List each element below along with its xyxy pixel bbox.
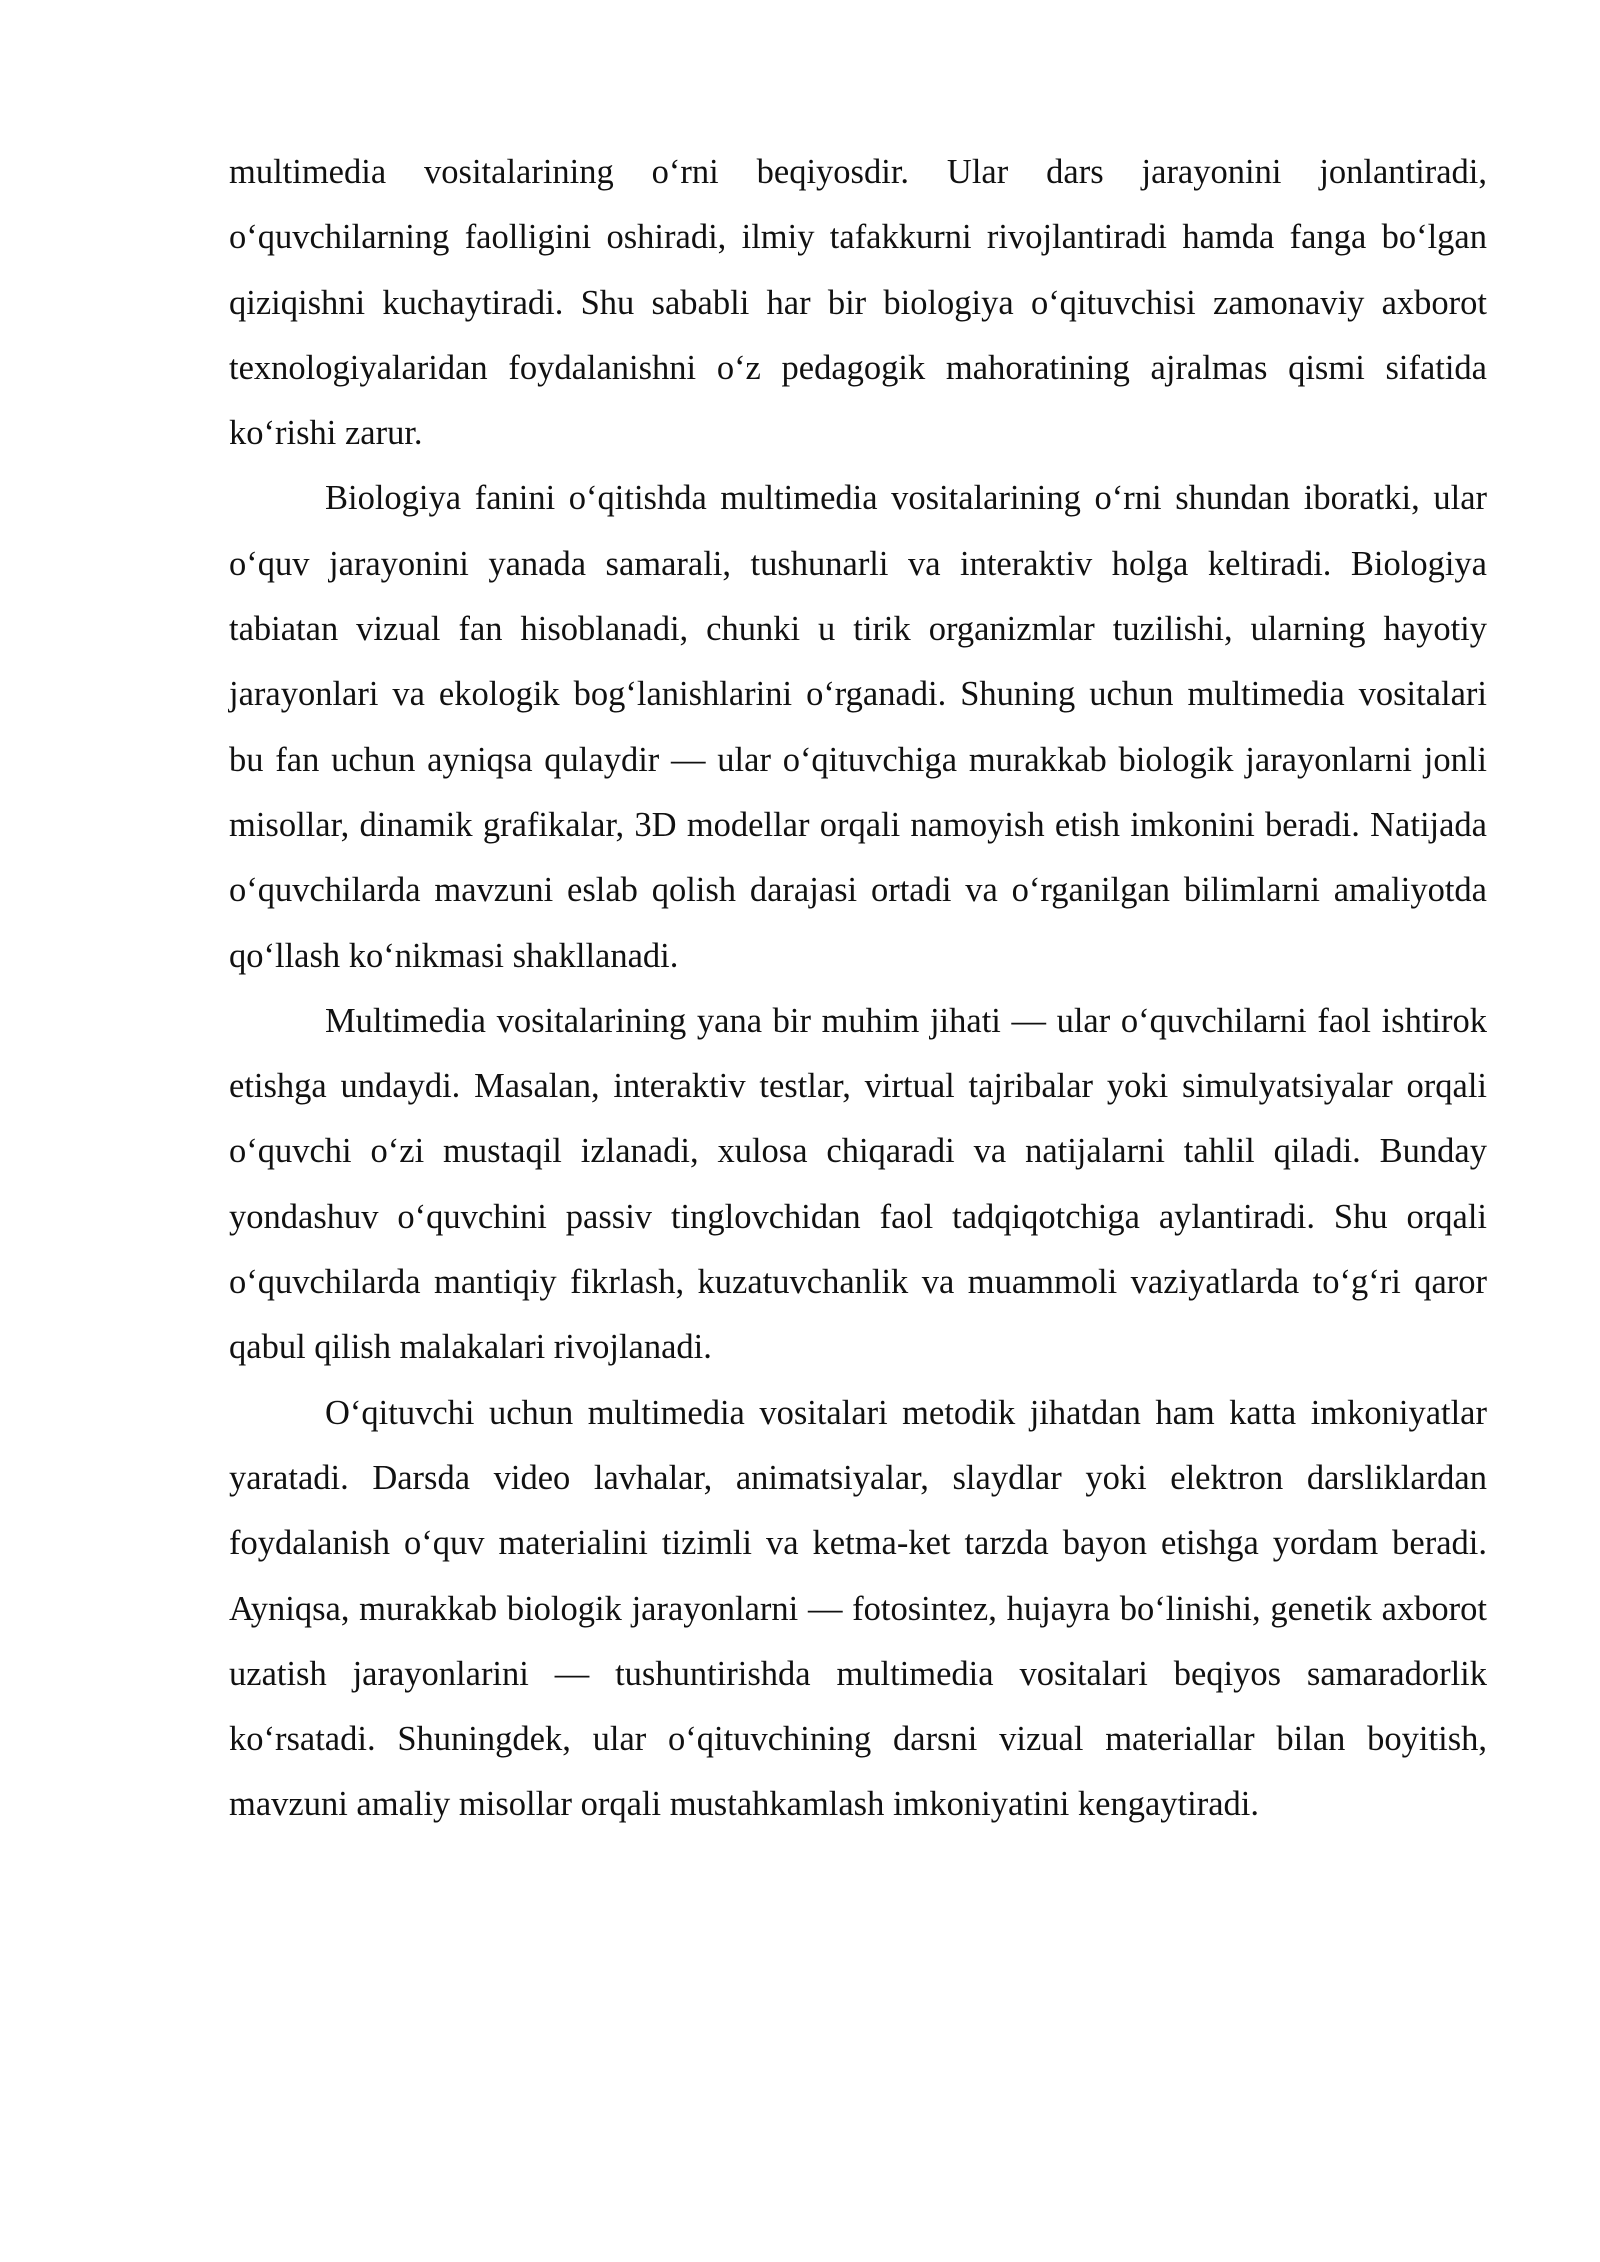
paragraph-1: multimedia vositalarining o‘rni beqiyosdir. Ular dars jarayonini jonlantiradi, o‘quvchilarning faolligini oshiradi, ilmiy tafakkurni rivojlantiradi hamda fanga bo‘lgan qiziqishni kuchaytiradi. Shu sababli har bir biologiya o‘qituvchisi zamonaviy axborot texnologiyalaridan foydalanishni o‘z pedagogik mahoratining ajralmas qismi sifatida ko‘rishi zarur. — [229, 153, 1487, 453]
document-body — [229, 140, 1487, 1838]
paragraph-3: Multimedia vositalarining yana bir muhim jihati — ular o‘quvchilarni faol ishtirok etishga undaydi. Masalan, interaktiv testlar, virtual tajribalar yoki simulyatsiyalar orqali o‘quvchi o‘zi mustaqil izlanadi, xulosa chiqaradi va natijalarni tahlil qiladi. Bunday yondashuv o‘quvchini passiv tinglovchidan faol tadqiqotchiga aylantiradi. Shu orqali o‘quvchilarda mantiqiy fikrlash, kuzatuvchanlik va muammoli vaziyatlarda to‘g‘ri qaror qabul qilish malakalari rivojlanadi. — [229, 1001, 1487, 1367]
paragraph-4: O‘qituvchi uchun multimedia vositalari metodik jihatdan ham katta imkoniyatlar yaratadi. Darsda video lavhalar, animatsiyalar, slaydlar yoki elektron darsliklardan foydalanish o‘quv materialini tizimli va ketma-ket tarzda bayon etishga yordam beradi. Ayniqsa, murakkab biologik jarayonlarni — fotosintez, hujayra bo‘linishi, genetik axborot uzatish jarayonlarini — tushuntirishda multimedia vositalari beqiyos samaradorlik ko‘rsatadi. Shuningdek, ular o‘qituvchining darsni vizual materiallar bilan boyitish, mavzuni amaliy misollar orqali mustahkamlash imkoniyatini kengaytiradi. — [229, 1393, 1487, 1824]
paragraph-2: Biologiya fanini o‘qitishda multimedia vositalarining o‘rni shundan iboratki, ular o‘quv jarayonini yanada samarali, tushunarli va interaktiv holga keltiradi. Biologiya tabiatan vizual fan hisoblanadi, chunki u tirik organizmlar tuzilishi, ularning hayotiy jarayonlari va ekologik bog‘lanishlarini o‘rganadi. Shuning uchun multimedia vositalari bu fan uchun ayniqsa qulaydir — ular o‘qituvchiga murakkab biologik jarayonlarni jonli misollar, dinamik grafikalar, 3D modellar orqali namoyish etish imkonini beradi. Natijada o‘quvchilarda mavzuni eslab qolish darajasi ortadi va o‘rganilgan bilimlarni amaliyotda qo‘llash ko‘nikmasi shakllanadi. — [229, 479, 1487, 975]
